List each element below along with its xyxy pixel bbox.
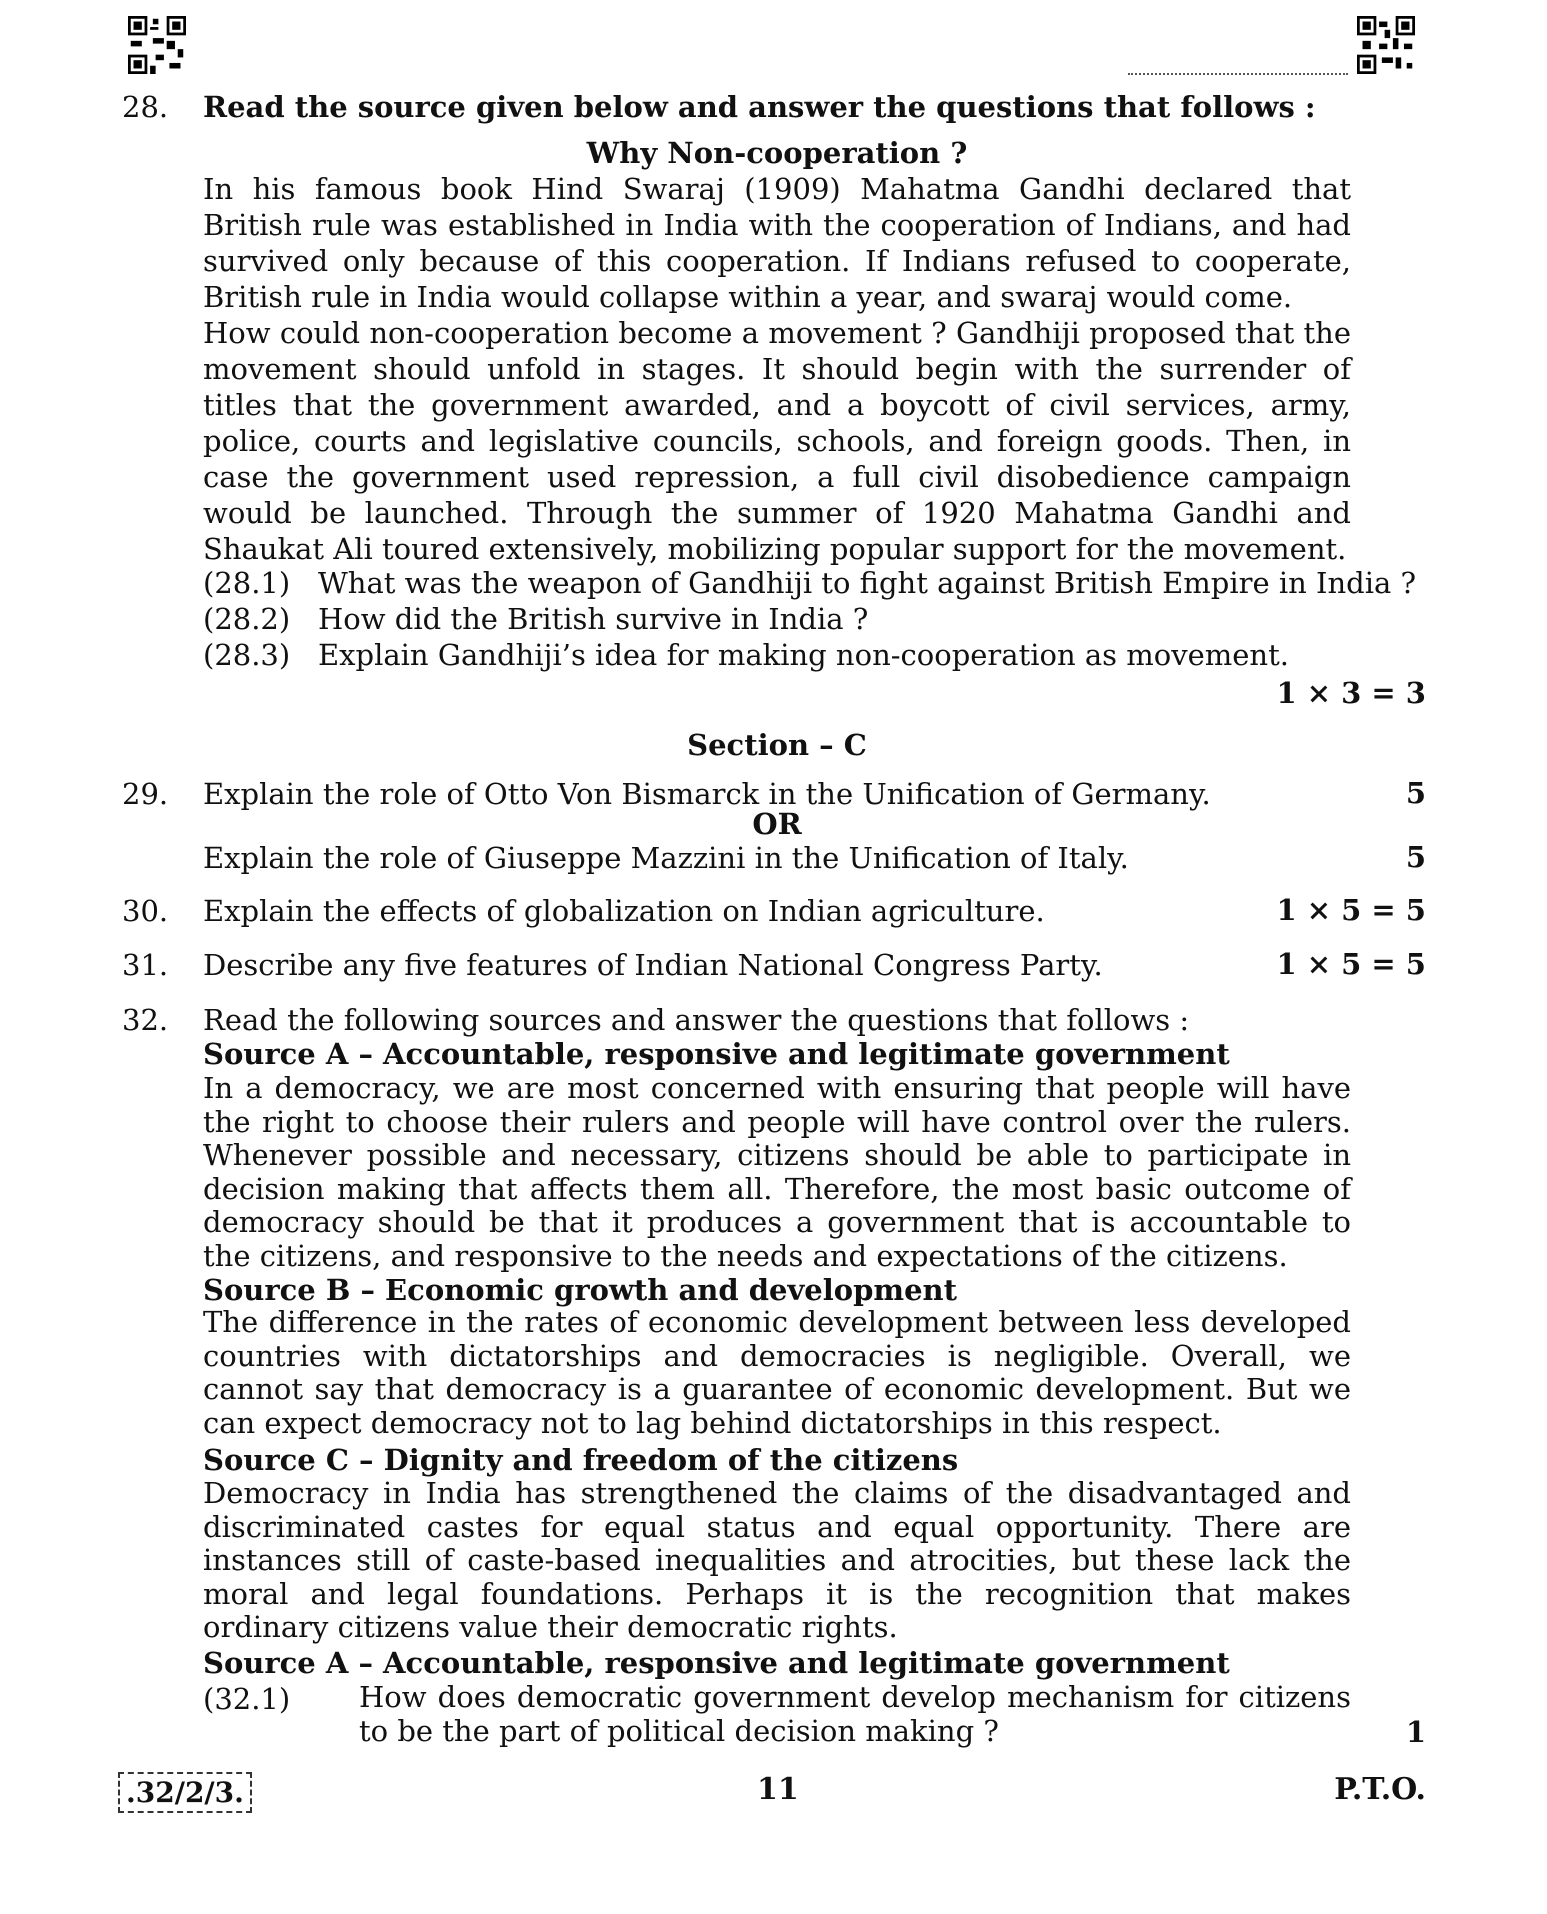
- section-heading: Section – C: [687, 728, 867, 762]
- q31-number: 31.: [122, 948, 169, 982]
- q29-marks: 5: [1405, 776, 1426, 810]
- source-a-title: Source A – Accountable, responsive and legitimate government: [203, 1037, 1230, 1071]
- q29-alt-text: Explain the role of Giuseppe Mazzini in the Unification of Italy.: [203, 841, 1129, 875]
- q30-marks: 1 × 5 = 5: [1276, 893, 1426, 927]
- q30-number: 30.: [122, 894, 169, 928]
- q28-title: Why Non-cooperation ?: [586, 136, 968, 170]
- qr-code-left: [128, 16, 186, 74]
- q28-sub-3-label: (28.3): [203, 638, 291, 672]
- pto-label: P.T.O.: [1334, 1772, 1426, 1807]
- qr-code-right: [1357, 16, 1415, 74]
- q28-sub-1: [203, 566, 1416, 600]
- source-b-text: The difference in the rates of economic development between less developed countries with dictatorships and democracies is negligible. Overall, we cannot say that democracy is a guarantee of economic development. But we can expect democracy not to lag behind dictatorships in this respect.: [203, 1305, 1351, 1440]
- q29-number: 29.: [122, 777, 169, 811]
- q28-marks: 1 × 3 = 3: [1276, 676, 1426, 710]
- q32-sub-1-marks: 1: [1405, 1715, 1426, 1749]
- q31-text: Describe any five features of Indian National Congress Party.: [203, 948, 1103, 982]
- q28-sub-2-label: (28.2): [203, 602, 291, 636]
- source-b-title: Source B – Economic growth and development: [203, 1273, 958, 1307]
- paper-code: .32/2/3.: [118, 1772, 252, 1813]
- q28-sub-2: [203, 602, 868, 636]
- q28-sub-1-text: What was the weapon of Gandhiji to fight against British Empire in India ?: [318, 566, 1417, 600]
- q28-paragraph-1: In his famous book Hind Swaraj (1909) Mahatma Gandhi declared that British rule was established in India with the cooperation of Indians, and had survived only because of this cooperation. If Indians refused to cooperate, British rule in India would collapse within a year, and swaraj would come.: [203, 172, 1351, 314]
- dotted-line: [1128, 73, 1348, 75]
- q28-sub-3-text: Explain Gandhiji’s idea for making non-cooperation as movement.: [318, 638, 1289, 672]
- page-number: 11: [757, 1772, 799, 1807]
- q32-number: 32.: [122, 1003, 169, 1037]
- q28-sub-2-text: How did the British survive in India ?: [318, 602, 869, 636]
- q29-text: Explain the role of Otto Von Bismarck in the Unification of Germany.: [203, 777, 1211, 811]
- q29-or: OR: [752, 807, 802, 841]
- q30-text: Explain the effects of globalization on Indian agriculture.: [203, 894, 1045, 928]
- source-a-repeat-title: Source A – Accountable, responsive and legitimate government: [203, 1646, 1230, 1680]
- q29-alt-marks: 5: [1405, 840, 1426, 874]
- q28-instruction: Read the source given below and answer the questions that follows :: [203, 90, 1316, 124]
- source-c-title: Source C – Dignity and freedom of the citizens: [203, 1443, 959, 1477]
- q31-marks: 1 × 5 = 5: [1276, 947, 1426, 981]
- q28-sub-3: [203, 638, 1289, 672]
- q32-sub-1-text: How does democratic government develop mechanism for citizens to be the part of political decision making ?: [359, 1680, 1351, 1748]
- source-c-text: Democracy in India has strengthened the claims of the disadvantaged and discriminated castes for equal status and equal opportunity. There are instances still of caste-based inequalities and atrocities, but these lack the moral and legal foundations. Perhaps it is the recognition that makes ordinary citizens value their democratic rights.: [203, 1476, 1351, 1644]
- q32-instruction: Read the following sources and answer the questions that follows :: [203, 1003, 1190, 1037]
- q28-number: 28.: [122, 90, 169, 124]
- q28-sub-1-label: (28.1): [203, 566, 291, 600]
- q32-sub-1-label: (32.1): [203, 1682, 291, 1716]
- source-a-text: In a democracy, we are most concerned with ensuring that people will have the right to choose their rulers and people will have control over the rulers. Whenever possible and necessary, citizens should be able to participate in decision making that affects them all. Therefore, the most basic outcome of democracy should be that it produces a government that is accountable to the citizens, and responsive to the needs and expectations of the citizens.: [203, 1071, 1351, 1273]
- q28-paragraph-2: How could non-cooperation become a movement ? Gandhiji proposed that the movement should unfold in stages. It should begin with the surrender of titles that the government awarded, and a boycott of civil services, army, police, courts and legislative councils, schools, and foreign goods. Then, in case the government used repression, a full civil disobedience campaign would be launched. Through the summer of 1920 Mahatma Gandhi and Shaukat Ali toured extensively, mobilizing popular support for the movement.: [203, 316, 1351, 566]
